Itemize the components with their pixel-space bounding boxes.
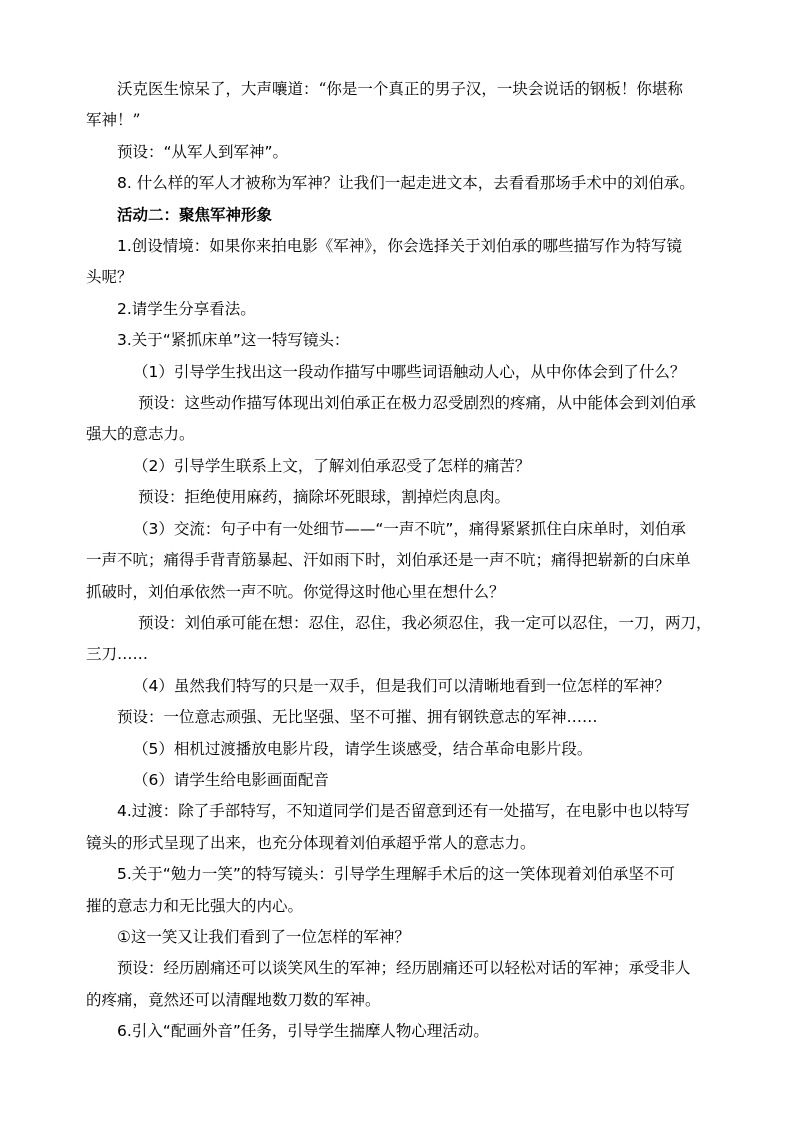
text-line: 摧的意志力和无比强大的内心。	[86, 896, 304, 915]
text-line: （2）引导学生联系上文，了解刘伯承忍受了怎样的痛苦？	[133, 456, 531, 475]
text-line: （5）相机过渡播放电影片段，请学生谈感受，结合革命电影片段。	[133, 739, 593, 758]
text-line: 6.引入“配画外音”任务，引导学生揣摩人物心理活动。	[117, 1022, 489, 1041]
text-line: 4.过渡：除了手部特写，不知道同学们是否留意到还有一处描写，在电影中也以特写	[117, 802, 690, 821]
text-line: 镜头的形式呈现了出来，也充分体现着刘伯承超乎常人的意志力。	[86, 833, 536, 852]
text-line: 预设：拒绝使用麻药，摘除坏死眼球，割掉烂肉息肉。	[138, 488, 511, 507]
text-line: 三刀……	[86, 645, 149, 664]
text-line: 抓破时，刘伯承依然一声不吭。你觉得这时他心里在想什么？	[86, 582, 505, 601]
text-line: 5.关于“勉力一笑”的特写镜头：引导学生理解手术后的这一笑体现着刘伯承坚不可	[117, 865, 675, 884]
text-line: （6）请学生给电影画面配音	[133, 770, 329, 789]
text-line: （4）虽然我们特写的只是一双手，但是我们可以清晰地看到一位怎样的军神？	[133, 676, 670, 695]
text-line: 沃克医生惊呆了，大声嚷道：“你是一个真正的男子汉，一块会说话的钢板！你堪称	[117, 80, 683, 98]
section-heading: 活动二：聚焦军神形象	[117, 205, 273, 224]
text-line: 8. 什么样的军人才被称为军神？让我们一起走进文本，去看看那场手术中的刘伯承。	[117, 174, 695, 193]
text-line: 强大的意志力。	[86, 425, 195, 444]
text-line: 2.请学生分享看法。	[117, 299, 256, 318]
text-line: 预设：“从军人到军神”。	[117, 142, 289, 161]
text-line: 的疼痛，竟然还可以清醒地数刀数的军神。	[86, 990, 381, 1009]
text-line: 预设：一位意志顽强、无比坚强、坚不可摧、拥有钢铁意志的军神……	[117, 708, 598, 727]
text-line: （1）引导学生找出这一段动作描写中哪些词语触动人心，从中你体会到了什么？	[133, 362, 686, 381]
text-line: ①这一笑又让我们看到了一位怎样的军神？	[117, 927, 410, 946]
text-line: 预设：经历剧痛还可以谈笑风生的军神；经历剧痛还可以轻松对话的军神；承受非人	[117, 959, 691, 978]
text-line: 预设：这些动作描写体现出刘伯承正在极力忍受剧烈的疼痛，从中能体会到刘伯承	[138, 394, 697, 413]
text-line: 头呢？	[86, 268, 133, 287]
document-body	[86, 74, 714, 1048]
text-line: 预设：刘伯承可能在想：忍住，忍住，我必须忍住，我一定可以忍住，一刀，两刀，	[138, 613, 712, 632]
text-line: 1.创设情境：如果你来拍电影《军神》，你会选择关于刘伯承的哪些描写作为特写镜	[117, 237, 683, 256]
text-line: 一声不吭；痛得手背青筋暴起、汗如雨下时，刘伯承还是一声不吭；痛得把崭新的白床单	[86, 551, 691, 570]
text-line: （3）交流：句子中有一处细节——“一声不吭”，痛得紧紧抓住白床单时，刘伯承	[133, 519, 686, 538]
text-line: 3.关于“紧抓床单”这一特写镜头：	[117, 331, 350, 350]
text-line: 军神！”	[86, 111, 141, 130]
